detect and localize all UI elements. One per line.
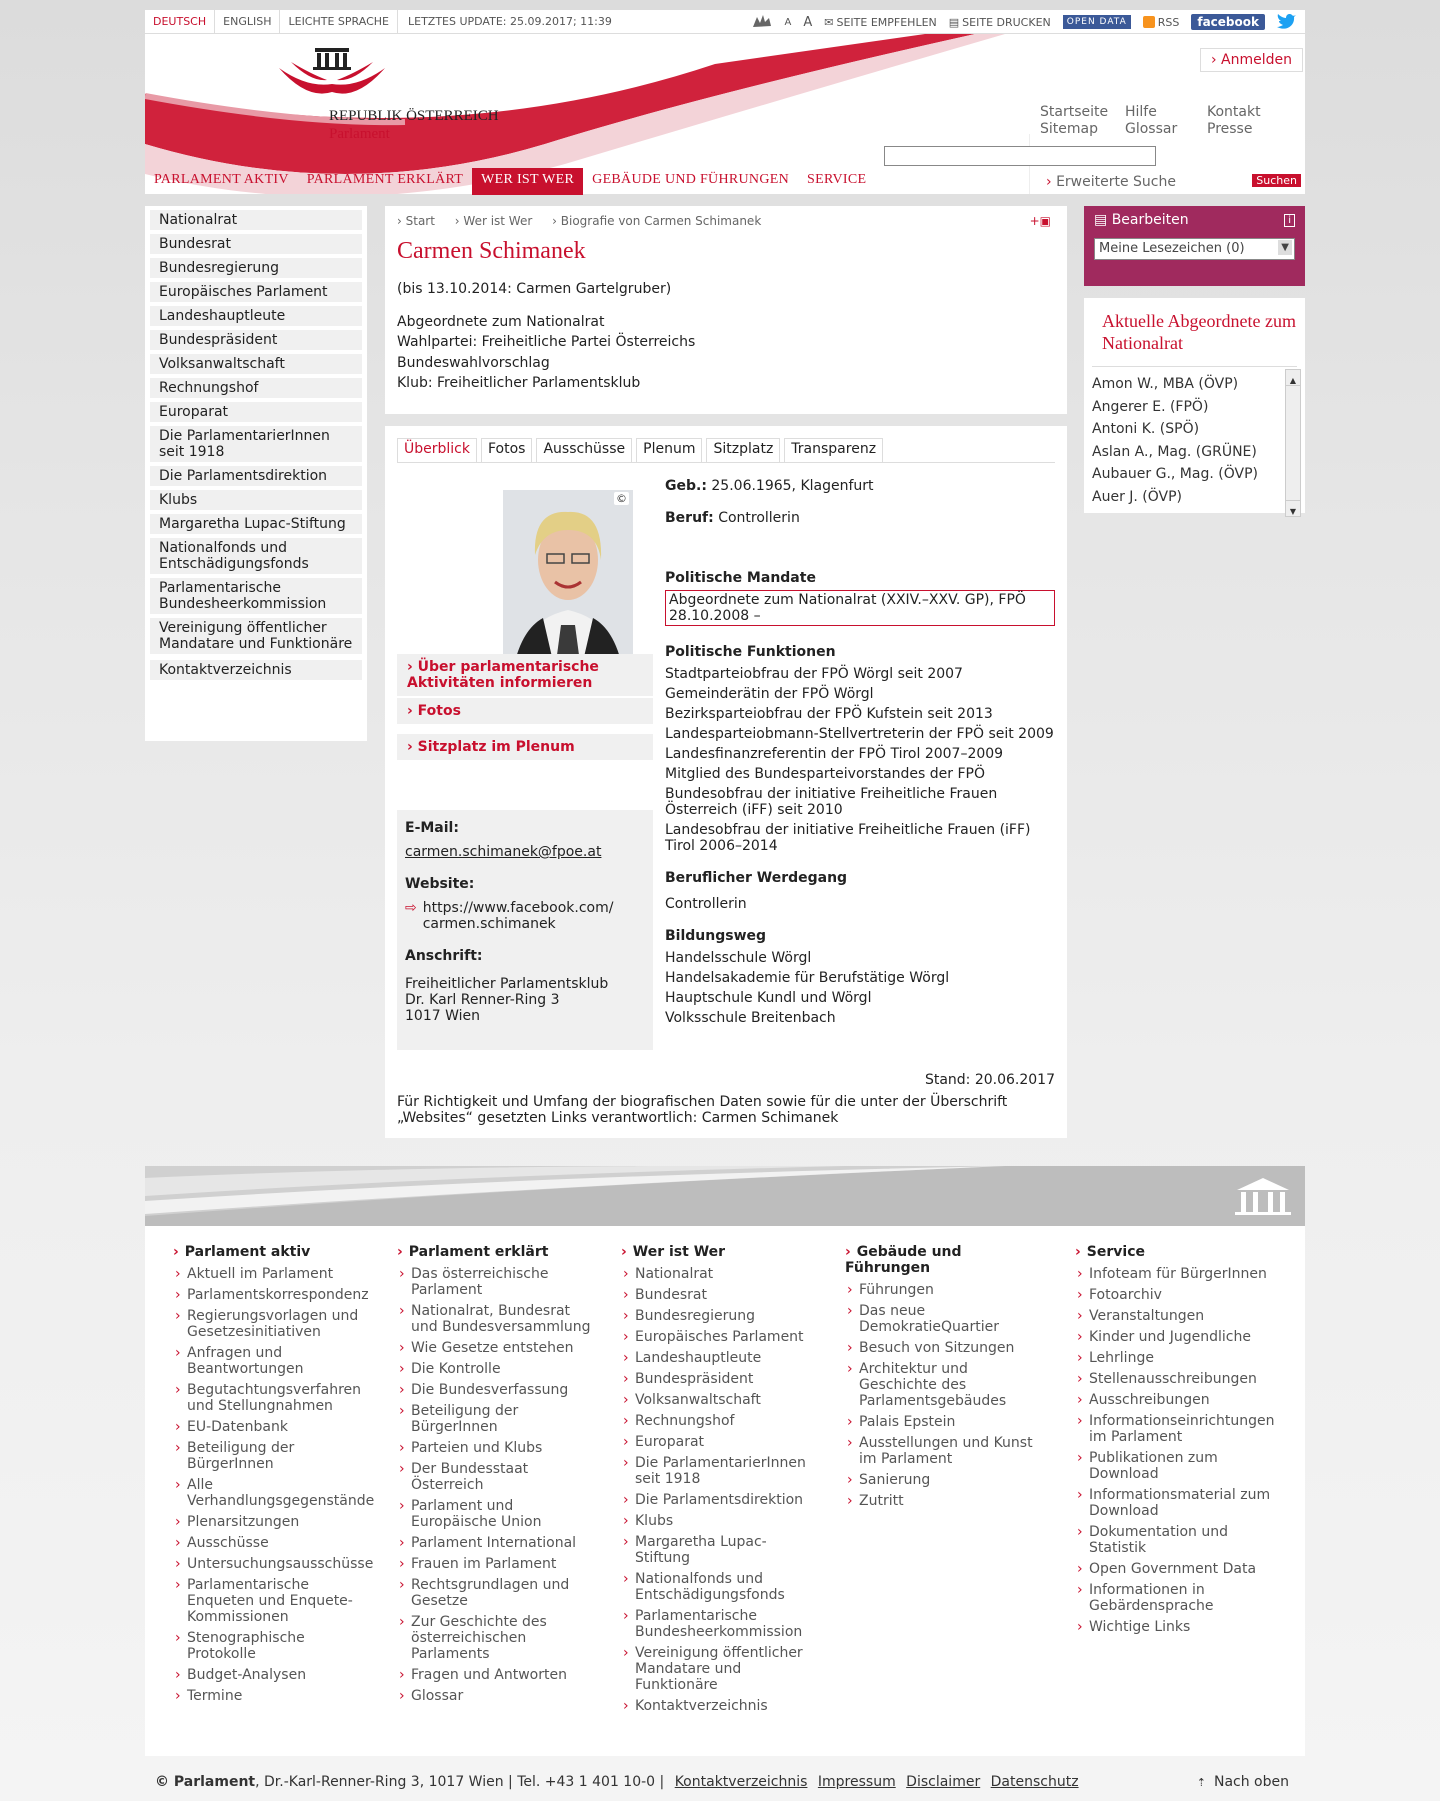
twitter-icon[interactable] <box>1277 13 1297 32</box>
profile-body <box>385 426 1067 1138</box>
sidebar-item-lupac-stiftung[interactable]: Margaretha Lupac-Stiftung <box>150 514 362 534</box>
tab-transparenz[interactable]: Transparenz <box>784 438 883 462</box>
footer-link[interactable]: › Ausschüsse <box>173 1535 373 1551</box>
footer-heading[interactable]: › Gebäude und Führungen <box>845 1244 1045 1276</box>
footer-link[interactable]: › Die Kontrolle <box>397 1361 597 1377</box>
current-deputies-panel <box>1084 298 1305 516</box>
portrait-photo[interactable] <box>503 490 633 670</box>
scrollbar[interactable] <box>1285 369 1301 517</box>
imprint-link[interactable]: Impressum <box>817 1774 896 1790</box>
nav-gebaeude[interactable]: GEBÄUDE UND FÜHRUNGEN <box>592 172 790 187</box>
footer-link[interactable]: › Kinder und Jugendliche <box>1075 1329 1275 1345</box>
footer-link[interactable]: › Margaretha Lupac-Stiftung <box>621 1534 821 1566</box>
footer-link[interactable]: › Publikationen zum Download <box>1075 1450 1275 1482</box>
header-links-col2 <box>1125 104 1177 138</box>
footer-contact-link[interactable]: Kontaktverzeichnis <box>674 1774 808 1790</box>
seat-label: Sitzplatz im Plenum <box>417 739 575 755</box>
profile-tabs <box>397 438 1055 463</box>
website-label: Website: <box>405 876 475 892</box>
deputies-heading: Aktuelle Abgeordnete zum Nationalrat <box>1102 311 1296 353</box>
footer-link[interactable]: › Plenarsitzungen <box>173 1514 373 1530</box>
breadcrumb-current: › Biografie von Carmen Schimanek <box>552 214 762 228</box>
list-item[interactable]: Amon W., MBA (ÖVP) <box>1092 376 1239 392</box>
footer-link[interactable]: › Landeshauptleute <box>621 1350 821 1366</box>
footer-link[interactable]: › Glossar <box>397 1688 597 1704</box>
footer-link[interactable]: › Das österreichische Parlament <box>397 1266 597 1298</box>
info-icon[interactable]: i <box>1284 214 1295 227</box>
footer-link[interactable]: › Zutritt <box>845 1493 1045 1509</box>
scroll-down-icon[interactable]: ▼ <box>1286 500 1300 516</box>
party: Wahlpartei: Freiheitliche Partei Österreichs <box>397 334 696 350</box>
biography <box>665 476 1055 1028</box>
mandates-heading: Politische Mandate <box>665 570 816 586</box>
footer-heading[interactable]: › Wer ist Wer <box>621 1244 821 1260</box>
footer-col-parlament-aktiv <box>173 1244 373 1709</box>
chevron-down-icon: ▼ <box>1278 240 1292 255</box>
print-link[interactable] <box>949 16 1051 29</box>
sidebar-item-klubs[interactable]: Klubs <box>150 490 362 510</box>
bookmarks-value: Meine Lesezeichen (0) <box>1099 241 1245 256</box>
footer-link[interactable]: › Begutachtungsverfahren und Stellungnahmen <box>173 1382 373 1414</box>
club: Klub: Freiheitlicher Parlamentsklub <box>397 375 641 391</box>
list-item[interactable]: Antoni K. (SPÖ) <box>1092 421 1200 437</box>
external-link-icon: ⇨ <box>405 900 417 916</box>
footer-link[interactable]: › Open Government Data <box>1075 1561 1275 1577</box>
back-to-top-label: Nach oben <box>1213 1774 1289 1790</box>
role: Abgeordnete zum Nationalrat <box>397 313 605 330</box>
font-small-button[interactable]: A <box>784 16 792 28</box>
footer-link[interactable]: › Bundesrat <box>621 1287 821 1303</box>
education-heading: Bildungsweg <box>665 928 767 944</box>
bookmarks-select[interactable] <box>1094 238 1295 260</box>
footer-link[interactable]: › Rechtsgrundlagen und Gesetze <box>397 1577 597 1609</box>
sidebar-item-parlamentarier-1918[interactable]: Die ParlamentarierInnen seit 1918 <box>150 426 362 462</box>
sidebar-item-eu-parlament[interactable]: Europäisches Parlament <box>150 282 362 302</box>
footer-link[interactable]: › Europäisches Parlament <box>621 1329 821 1345</box>
footer-link[interactable]: › Regierungsvorlagen und Gesetzesinitiativen <box>173 1308 373 1340</box>
sidebar-item-bundesregierung[interactable]: Bundesregierung <box>150 258 362 278</box>
birth-label: Geb.: <box>665 478 707 494</box>
sidebar-item-europarat[interactable]: Europarat <box>150 402 362 422</box>
footer-link[interactable]: › Stenographische Protokolle <box>173 1630 373 1662</box>
footer-link[interactable]: › Europarat <box>621 1434 821 1450</box>
tab-plenum[interactable]: Plenum <box>636 438 702 462</box>
footer-link[interactable]: › Parteien und Klubs <box>397 1440 597 1456</box>
glossary-link[interactable]: Glossar <box>1125 121 1178 137</box>
footer-link[interactable]: › Aktuell im Parlament <box>173 1266 373 1282</box>
nav-parlament-erklaert[interactable]: PARLAMENT ERKLÄRT <box>306 172 464 187</box>
footer-link[interactable]: › Rechnungshof <box>621 1413 821 1429</box>
footer-link[interactable]: › Budget-Analysen <box>173 1667 373 1683</box>
activities-link[interactable] <box>397 654 653 696</box>
education-item: Volksschule Breitenbach <box>665 1010 836 1026</box>
footer-link[interactable]: › Architektur und Geschichte des Parlamentsgebäudes <box>845 1361 1045 1409</box>
login-button[interactable] <box>1200 48 1303 72</box>
footer-link[interactable]: › Zur Geschichte des österreichischen Parlaments <box>397 1614 597 1662</box>
photos-label: Fotos <box>417 703 461 719</box>
breadcrumb-wer-label: Wer ist Wer <box>463 214 533 228</box>
mandate-entry: Abgeordnete zum Nationalrat (XXIV.–XXV. GP), FPÖ 28.10.2008 – <box>665 590 1055 626</box>
footer-link[interactable]: › Nationalfonds und Entschädigungsfonds <box>621 1571 821 1603</box>
footer-link[interactable]: › Informationen in Gebärdensprache <box>1075 1582 1275 1614</box>
footer-link[interactable]: › Parlamentarische Bundesheerkommission <box>621 1608 821 1640</box>
email-label: E-Mail: <box>405 820 459 836</box>
press-link[interactable]: Presse <box>1207 121 1253 137</box>
function-item: Landesparteiobmann-Stellvertreterin der FPÖ seit 2009 <box>665 726 1054 742</box>
logo-text[interactable] <box>329 107 499 143</box>
chevron-right-icon: › <box>1210 52 1222 68</box>
function-item: Landesfinanzreferentin der FPÖ Tirol 2007–2009 <box>665 746 1004 762</box>
contact-link[interactable]: Kontakt <box>1207 104 1261 120</box>
footer <box>145 1226 1305 1756</box>
print-label: SEITE DRUCKEN <box>962 15 1051 29</box>
address-line: Freiheitlicher Parlamentsklub <box>405 976 609 992</box>
function-item: Mitglied des Bundesparteivorstandes der FPÖ <box>665 766 985 782</box>
footer-link[interactable]: › Parlament und Europäische Union <box>397 1498 597 1530</box>
footer-link[interactable]: › Bundespräsident <box>621 1371 821 1387</box>
home-link[interactable]: Startseite <box>1040 104 1109 120</box>
footer-heading[interactable]: › Service <box>1075 1244 1275 1260</box>
login-label: Anmelden <box>1221 52 1292 68</box>
photos-link[interactable] <box>397 698 653 724</box>
footer-link[interactable]: › Besuch von Sitzungen <box>845 1340 1045 1356</box>
bookmark-add-icon[interactable]: +▣ <box>1029 214 1051 228</box>
address-line: Dr. Karl Renner-Ring 3 <box>405 992 560 1008</box>
copyright-icon[interactable]: © <box>616 492 627 505</box>
sidebar-item-parlamentsdirektion[interactable]: Die Parlamentsdirektion <box>150 466 362 486</box>
footer-link[interactable]: › Nationalrat <box>621 1266 821 1282</box>
footer-link[interactable]: › Ausstellungen und Kunst im Parlament <box>845 1435 1045 1467</box>
sidebar-item-bundesheerkommission[interactable]: Parlamentarische Bundesheerkommission <box>150 578 362 614</box>
career-heading: Beruflicher Werdegang <box>665 870 848 886</box>
function-item: Bezirksparteiobfrau der FPÖ Kufstein seit 2013 <box>665 706 993 722</box>
footer-link[interactable]: › Die Parlamentsdirektion <box>621 1492 821 1508</box>
footer-col-service <box>1075 1244 1275 1640</box>
footer-link[interactable]: › Parlamentarische Enqueten und Enquete-Kommissionen <box>173 1577 373 1625</box>
functions-heading: Politische Funktionen <box>665 644 836 660</box>
footer-link[interactable]: › Nationalrat, Bundesrat und Bundesversammlung <box>397 1303 597 1335</box>
mail-icon: ✉ <box>824 15 834 29</box>
function-item: Stadtparteiobfrau der FPÖ Wörgl seit 2007 <box>665 666 963 682</box>
list-item[interactable]: Auer J. (ÖVP) <box>1092 488 1183 505</box>
activities-label: Über parlamentarische Aktivitäten informieren <box>407 659 599 691</box>
electoral-list: Bundeswahlvorschlag <box>397 354 550 371</box>
list-item[interactable]: Angerer E. (FPÖ) <box>1092 398 1209 415</box>
footer-link[interactable]: › Parlament International <box>397 1535 597 1551</box>
footer-link[interactable]: › Frauen im Parlament <box>397 1556 597 1572</box>
stand-date: Stand: 20.06.2017 <box>924 1072 1055 1088</box>
rss-label: RSS <box>1157 15 1180 29</box>
footer-link[interactable]: › Veranstaltungen <box>1075 1308 1275 1324</box>
footer-link[interactable]: › Untersuchungsausschüsse <box>173 1556 373 1572</box>
sign-language-icon[interactable] <box>751 13 773 32</box>
nav-parlament-aktiv[interactable]: PARLAMENT AKTIV <box>154 172 289 187</box>
sidebar-item-volksanwaltschaft[interactable]: Volksanwaltschaft <box>150 354 362 374</box>
list-item[interactable]: Aubauer G., Mag. (ÖVP) <box>1092 466 1258 482</box>
facebook-link[interactable]: facebook <box>1191 14 1265 30</box>
footer-link[interactable]: › Kontaktverzeichnis <box>621 1698 821 1714</box>
lang-english[interactable]: ENGLISH <box>215 10 280 34</box>
breadcrumb-wer-ist-wer[interactable]: › Wer ist Wer <box>454 214 533 228</box>
contact-box <box>397 810 653 1050</box>
header-links-col1 <box>1040 104 1108 138</box>
nav-service[interactable]: SERVICE <box>807 172 867 187</box>
list-item[interactable]: Aslan A., Mag. (GRÜNE) <box>1092 443 1257 460</box>
sidebar-item-landeshauptleute[interactable]: Landeshauptleute <box>150 306 362 326</box>
profession-value: Controllerin <box>718 510 800 526</box>
sidebar-item-vereinigung[interactable]: Vereinigung öffentlicher Mandatare und Funktionäre <box>150 618 362 654</box>
arrow-up-icon: ⇡ <box>1196 1776 1206 1789</box>
footer-link[interactable]: › Beteiligung der BürgerInnen <box>397 1403 597 1435</box>
utility-bar <box>145 10 1305 34</box>
footer-link[interactable]: › Infoteam für BürgerInnen <box>1075 1266 1275 1282</box>
career-item: Controllerin <box>665 896 747 912</box>
recommend-label: SEITE EMPFEHLEN <box>836 15 937 29</box>
open-data-logo[interactable]: OPEN DATA <box>1063 15 1131 29</box>
bookmark-icon: ▤ <box>1094 212 1112 228</box>
main-navigation <box>145 168 875 195</box>
function-item: Bundesobfrau der initiative Freiheitliche Frauen Österreich (iFF) seit 2010 <box>665 786 998 818</box>
sidebar-item-bundespraesident[interactable]: Bundespräsident <box>150 330 362 350</box>
footer-link[interactable]: › Lehrlinge <box>1075 1350 1275 1366</box>
footer-link[interactable]: › Anfragen und Beantwortungen <box>173 1345 373 1377</box>
tab-sitzplatz[interactable]: Sitzplatz <box>706 438 780 462</box>
nav-wer-ist-wer[interactable]: WER IST WER <box>472 168 583 195</box>
footer-link[interactable]: › Klubs <box>621 1513 821 1529</box>
seat-link[interactable] <box>397 734 653 760</box>
help-link[interactable]: Hilfe <box>1125 104 1157 120</box>
footer-link[interactable]: › Informationsmaterial zum Download <box>1075 1487 1275 1519</box>
rss-icon <box>1143 16 1155 28</box>
chevron-right-icon: › <box>407 739 418 755</box>
edit-panel <box>1084 206 1305 286</box>
recommend-link[interactable] <box>824 16 937 29</box>
sidebar-item-nationalfonds[interactable]: Nationalfonds und Entschädigungsfonds <box>150 538 362 574</box>
footer-link[interactable]: › Volksanwaltschaft <box>621 1392 821 1408</box>
address-phone: , Dr.-Karl-Renner-Ring 3, 1017 Wien | Tel. +43 1 401 10-0 | <box>255 1774 665 1790</box>
sidebar-item-rechnungshof[interactable]: Rechnungshof <box>150 378 362 398</box>
birth-value: 25.06.1965, Klagenfurt <box>711 478 874 494</box>
footer-col-wer-ist-wer <box>621 1244 821 1719</box>
tab-ueberblick[interactable]: Überblick <box>397 438 477 462</box>
footer-link[interactable]: › Die ParlamentarierInnen seit 1918 <box>621 1455 821 1487</box>
footer-link[interactable]: › Beteiligung der BürgerInnen <box>173 1440 373 1472</box>
footer-link[interactable]: › Termine <box>173 1688 373 1704</box>
lang-german[interactable]: DEUTSCH <box>145 10 215 34</box>
footer-link[interactable]: › Wie Gesetze entstehen <box>397 1340 597 1356</box>
website-link[interactable]: https://www.facebook.com/ carmen.schimanek <box>422 900 614 932</box>
last-update: LETZTES UPDATE: 25.09.2017; 11:39 <box>407 15 612 28</box>
function-item: Landesobfrau der initiative Freiheitliche Frauen (iFF) Tirol 2006–2014 <box>665 822 1031 854</box>
tab-ausschuesse[interactable]: Ausschüsse <box>536 438 632 462</box>
footer-link[interactable]: › EU-Datenbank <box>173 1419 373 1435</box>
footer-link[interactable]: › Palais Epstein <box>845 1414 1045 1430</box>
back-to-top-link[interactable] <box>1197 1774 1289 1790</box>
function-item: Gemeinderätin der FPÖ Wörgl <box>665 686 874 702</box>
footer-link[interactable]: › Der Bundesstaat Österreich <box>397 1461 597 1493</box>
responsibility-note: Für Richtigkeit und Umfang der biografischen Daten sowie für die unter der Überschrift „Websites“ gesetzten Links verantwortlich: Carmen Schimanek <box>397 1094 1008 1126</box>
rss-link[interactable] <box>1143 16 1180 29</box>
footer-link[interactable]: › Fragen und Antworten <box>397 1667 597 1683</box>
footer-link[interactable]: › Bundesregierung <box>621 1308 821 1324</box>
footer-link[interactable]: › Ausschreibungen <box>1075 1392 1275 1408</box>
footer-link[interactable]: › Wichtige Links <box>1075 1619 1275 1635</box>
parliament-label: Parlament <box>329 126 390 142</box>
sitemap-link[interactable]: Sitemap <box>1040 121 1098 137</box>
footer-link[interactable]: › Dokumentation und Statistik <box>1075 1524 1275 1556</box>
education-item: Hauptschule Kundl und Wörgl <box>665 990 872 1006</box>
email-link[interactable]: carmen.schimanek@fpoe.at <box>405 844 602 860</box>
footer-link[interactable]: › Informationseinrichtungen im Parlament <box>1075 1413 1275 1445</box>
disclaimer-link[interactable]: Disclaimer <box>906 1774 981 1790</box>
bottom-bar <box>145 1774 1305 1796</box>
footer-link[interactable]: › Die Bundesverfassung <box>397 1382 597 1398</box>
lang-easy[interactable]: LEICHTE SPRACHE <box>280 10 398 34</box>
profile-header <box>385 206 1067 414</box>
breadcrumb-start-label: Start <box>405 214 435 228</box>
footer-link[interactable]: › Alle Verhandlungsgegenstände <box>173 1477 373 1509</box>
education-item: Handelsakademie für Berufstätige Wörgl <box>665 970 950 986</box>
footer-link[interactable]: › Fotoarchiv <box>1075 1287 1275 1303</box>
breadcrumb-start[interactable]: › Start <box>397 214 435 228</box>
footer-link[interactable]: › Vereinigung öffentlicher Mandatare und Funktionäre <box>621 1645 821 1693</box>
scroll-up-icon[interactable]: ▲ <box>1286 370 1300 386</box>
tab-fotos[interactable]: Fotos <box>481 438 532 462</box>
chevron-right-icon: › <box>407 703 418 719</box>
address-line: 1017 Wien <box>405 1008 480 1024</box>
footer-heading[interactable]: › Parlament aktiv <box>173 1244 373 1260</box>
footer-heading[interactable]: › Parlament erklärt <box>397 1244 597 1260</box>
education-item: Handelsschule Wörgl <box>665 950 812 966</box>
privacy-link[interactable]: Datenschutz <box>990 1774 1079 1790</box>
parliament-logo[interactable] <box>277 40 387 100</box>
page-title: Carmen Schimanek <box>397 238 586 264</box>
sidebar-item-nationalrat[interactable]: Nationalrat <box>150 210 362 230</box>
deputies-list <box>1092 366 1297 516</box>
advanced-search-link[interactable]: Erweiterte Suche <box>1056 174 1176 190</box>
footer-link[interactable]: › Sanierung <box>845 1472 1045 1488</box>
sidebar-nav <box>145 206 367 741</box>
footer-parliament-icon <box>1233 1176 1293 1220</box>
edit-button[interactable] <box>1094 212 1189 228</box>
header-links-col3 <box>1207 104 1261 138</box>
footer-link[interactable]: › Parlamentskorrespondenz <box>173 1287 373 1303</box>
search-row <box>1046 174 1306 190</box>
search-input[interactable] <box>884 146 1156 166</box>
address-label: Anschrift: <box>405 948 483 964</box>
search-button[interactable]: Suchen <box>1252 174 1301 187</box>
footer-link[interactable]: › Führungen <box>845 1282 1045 1298</box>
sidebar-item-bundesrat[interactable]: Bundesrat <box>150 234 362 254</box>
font-large-button[interactable]: A <box>803 14 813 30</box>
breadcrumb-current-label: Biografie von Carmen Schimanek <box>560 214 762 228</box>
sidebar-item-kontaktverzeichnis[interactable]: Kontaktverzeichnis <box>150 660 362 680</box>
breadcrumb <box>397 214 1055 228</box>
footer-col-gebaeude <box>845 1244 1045 1514</box>
print-icon: ▤ <box>948 15 960 29</box>
footer-link[interactable]: › Das neue DemokratieQuartier <box>845 1303 1045 1335</box>
republic-label: REPUBLIK ÖSTERREICH <box>329 108 499 124</box>
footer-col-parlament-erklaert <box>397 1244 597 1709</box>
former-name: (bis 13.10.2014: Carmen Gartelgruber) <box>397 281 672 297</box>
copyright: © Parlament <box>155 1774 256 1790</box>
footer-link[interactable]: › Stellenausschreibungen <box>1075 1371 1275 1387</box>
profession-label: Beruf: <box>665 510 714 526</box>
chevron-right-icon: › <box>407 659 418 675</box>
edit-label: Bearbeiten <box>1111 212 1189 228</box>
footer-band <box>145 1166 1305 1226</box>
chevron-right-icon: › <box>1046 174 1057 190</box>
